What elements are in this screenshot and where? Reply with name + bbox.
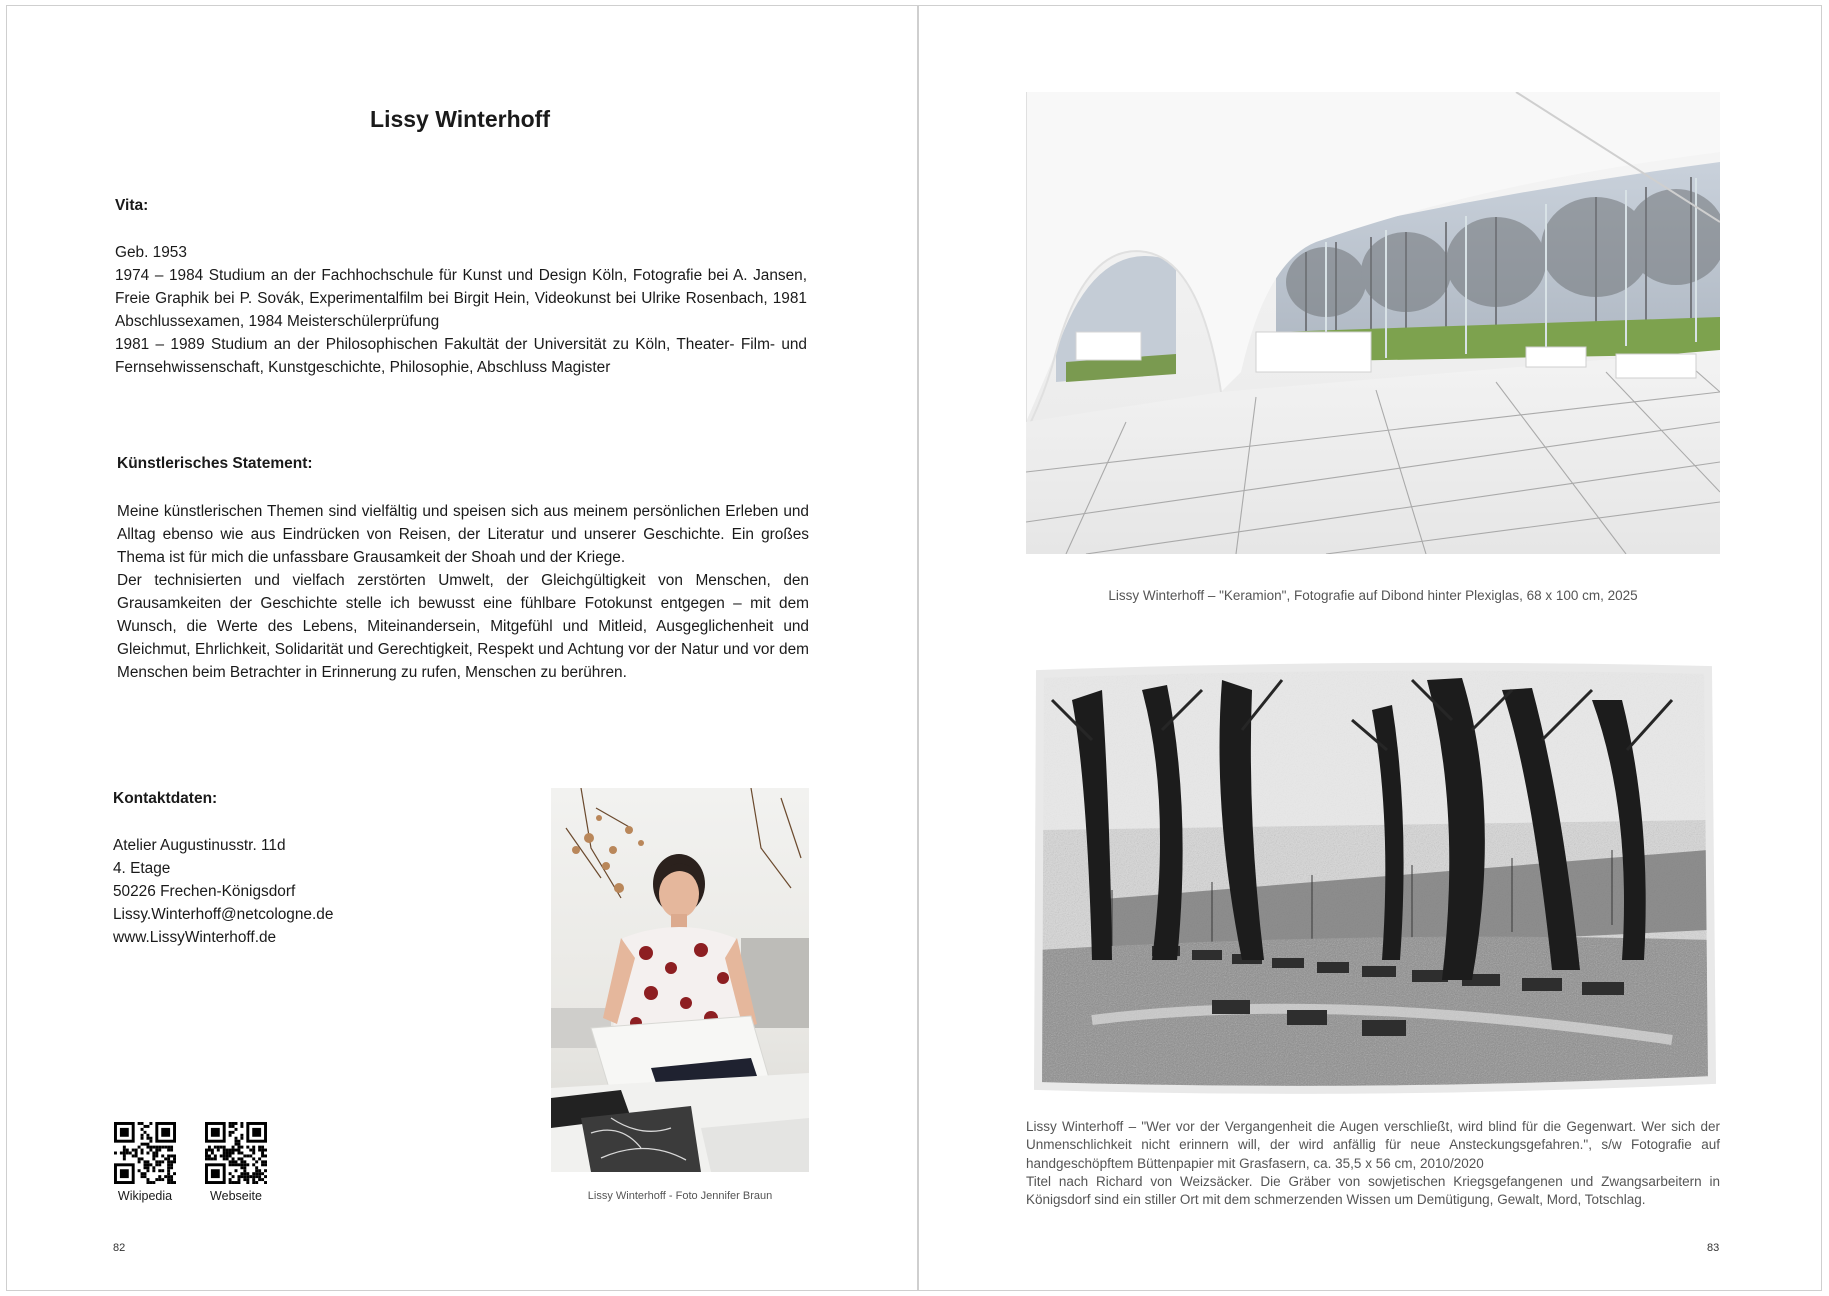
graves-caption [1026,1118,1720,1209]
qr-label-wikipedia: Wikipedia [117,1189,173,1203]
statement-paragraph: Meine künstlerischen Themen sind vielfältig und speisen sich aus meinem persönlichen Erleben und Alltag ebenso wie aus Eindrücken von Reisen, der Literatur und unserer Geschichte. Ein großes Thema ist für mich die unfassbare Grausamkeit der Shoah und der Kriege. [117,503,809,566]
contact-floor: 4. Etage [113,860,171,877]
artist-name-title: Lissy Winterhoff [370,106,550,132]
qr-code-website[interactable] [205,1122,267,1189]
statement-paragraph: Der technisierten und vielfach zerstörten Umwelt, der Gleichgültigkeit von Menschen, den Grausamkeiten der Geschichte stelle ich bewusst eine fühlbare Fotokunst entgegen – mit dem Wunsch, die Werte des Lebens, Miteinandersein, Mitgefühl und Mitleid, Ausgeglichenheit und Gleichmut, Ehrlichkeit, Solidarität und Gerechtigkeit, Respekt und Achtung vor der Natur und vor dem Menschen beim Betrachter in Erinnerung zu rufen, Menschen zu berühren. [117,572,809,681]
qr-code-wikipedia[interactable] [114,1122,176,1189]
contact-details [113,834,333,949]
artist-portrait-photo [551,788,809,1172]
contact-address: Atelier Augustinusstr. 11d [113,837,286,854]
statement-text [117,500,809,684]
graves-trees-photo [1032,660,1716,1098]
contact-city: 50226 Frechen-Königsdorf [113,883,296,900]
qr-code-icon [205,1122,267,1184]
contact-website-link[interactable]: www.LissyWinterhoff.de [113,929,277,946]
page-number-right: 83 [1707,1242,1720,1254]
contact-heading: Kontaktdaten: [113,790,218,807]
vita-heading: Vita: [115,197,149,214]
graves-caption-line: Lissy Winterhoff – "Wer vor der Vergangenheit die Augen verschließt, wird blind für die Gegenwart. Wer sich der Unmenschlichkeit nicht erinnern will, der wird anfällig für neue Ansteckungsgefahren.", s/w Fotografie auf handgeschöpftem Büttenpapier mit Grasfasern, ca. 35,5 x 56 cm, 2010/2020 [1026,1119,1720,1171]
vita-text [115,241,807,379]
statement-heading: Künstlerisches Statement: [117,455,313,472]
page-number-left: 82 [113,1242,126,1254]
vita-line: 1981 – 1989 Studium an der Philosophischen Fakultät der Universität zu Köln, Theater- Film- und Fernsehwissenschaft, Kunstgeschichte, Philosophie, Abschluss Magister [115,336,807,376]
vita-line: 1974 – 1984 Studium an der Fachhochschule für Kunst und Design Köln, Fotografie bei A. Jansen, Freie Graphik bei P. Sovák, Experimentalfilm bei Birgit Hein, Videokunst bei Ulrike Rosenbach, 1981 Abschlussexamen, 1984 Meisterschülerprüfung [115,267,807,330]
keramion-photo [1026,92,1720,554]
vita-line: Geb. 1953 [115,244,187,261]
page-gutter [917,5,919,1291]
qr-label-website: Webseite [210,1189,262,1203]
graves-caption-line: Titel nach Richard von Weizsäcker. Die Gräber von sowjetischen Kriegsgefangenen und Zwangsarbeitern in Königsdorf sind ein stiller Ort mit dem schmerzenden Wissen um Demütigung, Gewalt, Mord, Totschlag. [1026,1173,1720,1208]
portrait-caption: Lissy Winterhoff - Foto Jennifer Braun [587,1190,773,1202]
contact-email-link[interactable]: Lissy.Winterhoff@netcologne.de [113,906,334,923]
qr-code-icon [114,1122,176,1184]
keramion-caption: Lissy Winterhoff – "Keramion", Fotografie auf Dibond hinter Plexiglas, 68 x 100 cm, 2025 [1108,588,1638,603]
